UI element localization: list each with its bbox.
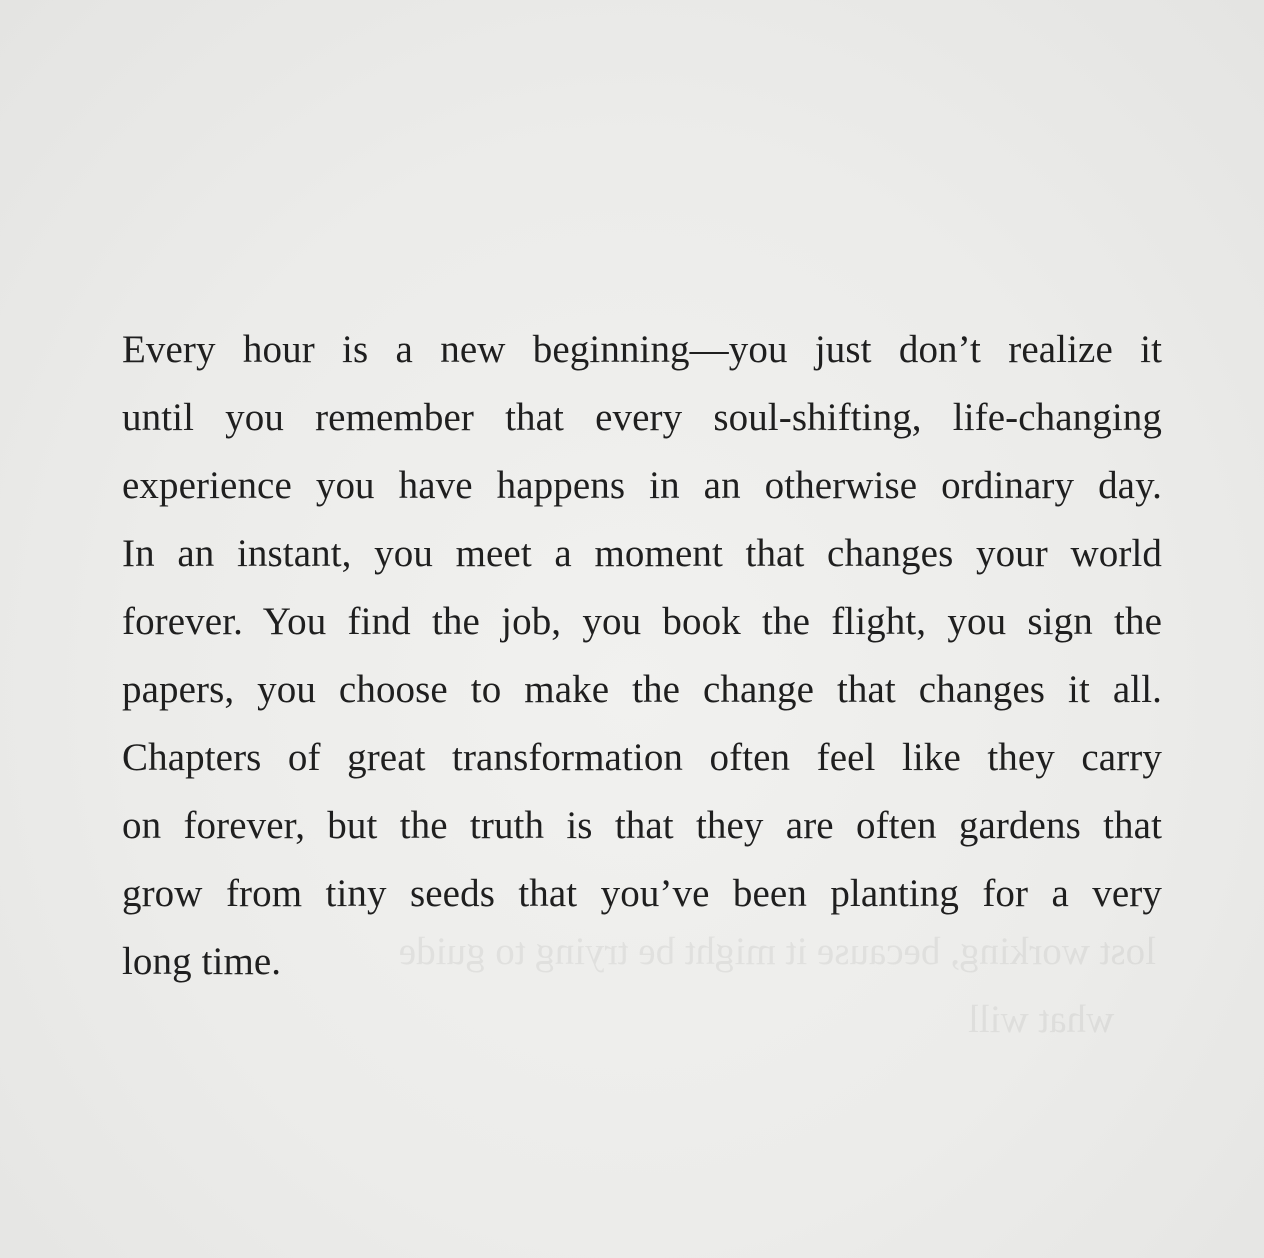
passage-line: forever. You find the job, you book the flight, you sign the — [122, 600, 1162, 643]
passage-line: Every hour is a new beginning—you just don’t realize it — [122, 328, 1162, 371]
passage — [122, 316, 1162, 996]
passage-line: long time. — [122, 940, 282, 983]
passage-line: Chapters of great transformation often feel like they carry — [122, 736, 1162, 779]
show-through-line: lost working, because it might be trying to guide — [398, 930, 1156, 973]
passage-line: until you remember that every soul-shifting, life-changing — [122, 396, 1162, 439]
passage-line: experience you have happens in an otherwise ordinary day. — [122, 464, 1162, 507]
passage-line: In an instant, you meet a moment that changes your world — [122, 532, 1162, 575]
passage-line: grow from tiny seeds that you’ve been planting for a very — [122, 872, 1162, 915]
passage-line: on forever, but the truth is that they are often gardens that — [122, 804, 1162, 847]
passage-line: papers, you choose to make the change that changes it all. — [122, 668, 1162, 711]
show-through-line: what will — [968, 998, 1115, 1041]
